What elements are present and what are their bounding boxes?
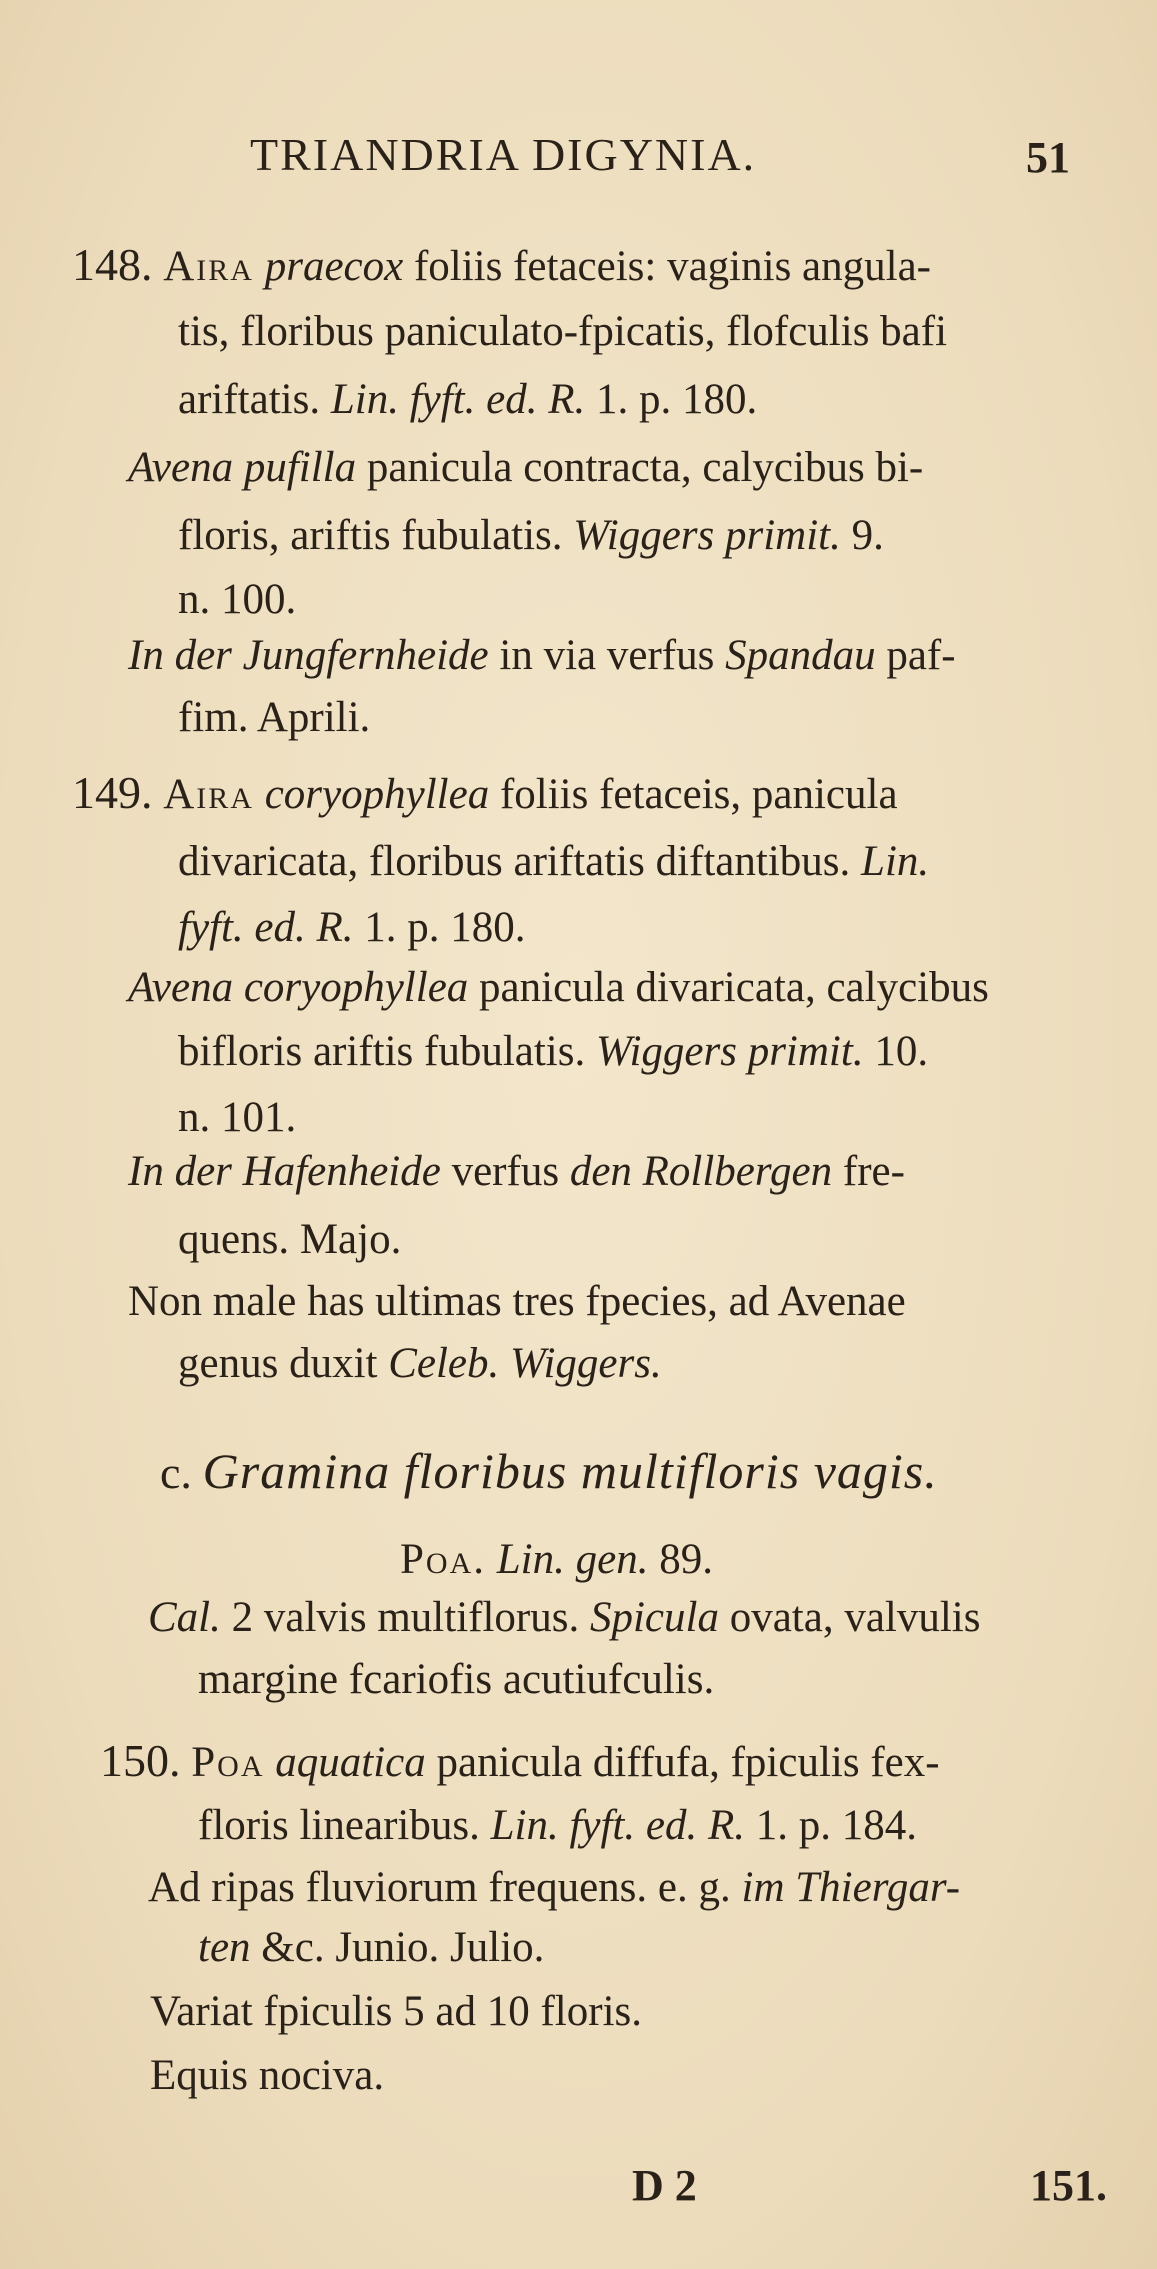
species-name: coryophyllea (264, 771, 490, 818)
entry-150-line-1 (100, 1735, 940, 1786)
reference: Lin. gen. (496, 1536, 649, 1583)
description-text: divaricata, floribus ariftatis diftantibus. (178, 838, 851, 885)
synonym-line-1 (128, 966, 989, 1009)
species-name: praecox (264, 243, 404, 290)
genus-name: Aira (163, 243, 254, 290)
description-text: ariftatis. (178, 376, 321, 423)
signature-mark: D 2 (632, 2161, 697, 2210)
genus-name: Aira (163, 771, 254, 818)
entry-149-line-1 (72, 767, 898, 818)
place-name: Hafenheide (242, 1148, 441, 1195)
section-title: Gramina floribus multifloris vagis. (202, 1443, 938, 1499)
running-header (0, 128, 1157, 188)
page-reference: 1. p. 184. (755, 1802, 917, 1849)
habitat-line-2: quens. Majo. (178, 1216, 402, 1263)
entry-149-line-3 (178, 906, 526, 949)
reference: Wiggers primit. (596, 1028, 864, 1075)
habitat-prefix: In der (128, 632, 232, 679)
reference: Lin. (861, 838, 930, 885)
habitat-line-1 (148, 1866, 960, 1909)
synonym-line-3: n. 100. (178, 576, 297, 623)
place-name: ten (198, 1924, 251, 1971)
habitat-text: &c. Junio. Julio. (261, 1924, 545, 1971)
synonym-text: panicula divaricata, calycibus (479, 964, 989, 1011)
reference-number: 10. (874, 1028, 929, 1075)
habitat-line-1 (128, 1150, 905, 1193)
synonym-line-2 (178, 514, 884, 557)
synonym-name: Avena pufilla (128, 444, 357, 491)
synonym-line-2 (178, 1030, 928, 1073)
entry-number: 150. (100, 1735, 181, 1786)
habitat-text: verfus (451, 1148, 560, 1195)
calyx-label: Cal. (148, 1594, 221, 1641)
description-text: foliis fetaceis: vaginis angula- (413, 243, 931, 290)
entry-149-line-2 (178, 840, 929, 883)
note-line-2 (178, 1342, 662, 1385)
page-reference: 1. p. 180. (595, 376, 758, 423)
synonym-line-3: n. 101. (178, 1094, 297, 1141)
synonym-text: panicula contracta, calycibus bi- (366, 444, 924, 491)
entry-number: 149. (72, 767, 153, 818)
place-name: im Thiergar- (741, 1864, 961, 1911)
page-reference: 1. p. 180. (364, 904, 526, 951)
header-title: TRIANDRIA DIGYNIA. (250, 129, 757, 180)
entry-148-line-3 (178, 378, 757, 421)
reference: Lin. fyft. ed. R. (330, 376, 586, 423)
habitat-text: fre- (842, 1148, 905, 1195)
reference: Wiggers primit. (573, 512, 841, 559)
species-name: aquatica (275, 1739, 426, 1786)
spicula-label: Spicula (589, 1594, 719, 1641)
description-text: panicula diffufa, fpiculis fex- (436, 1739, 940, 1786)
entry-148-line-2: tis, floribus paniculato-fpicatis, flofculis bafi (178, 308, 948, 355)
synonym-name: Avena coryophyllea (128, 964, 469, 1011)
habitat-text: Ad ripas fluviorum frequens. e. g. (148, 1864, 731, 1911)
genus-character-line-2: margine fcariofis acutiufculis. (198, 1656, 715, 1703)
genus-heading (400, 1538, 713, 1581)
reference: fyft. ed. R. (178, 904, 354, 951)
synonym-text: bifloris ariftis fubulatis. (178, 1028, 586, 1075)
variation-line: Variat fpiculis 5 ad 10 floris. (150, 1988, 643, 2035)
habitat-text: paf- (886, 632, 956, 679)
entry-148-line-1 (72, 239, 931, 290)
habitat-line-1 (128, 634, 956, 677)
page-number: 51 (1026, 133, 1070, 182)
synonym-text: floris, ariftis fubulatis. (178, 512, 563, 559)
entry-150-line-2 (198, 1804, 917, 1847)
catchword: 151. (1030, 2161, 1107, 2210)
place-name: den Rollbergen (569, 1148, 833, 1195)
synonym-line-1 (128, 446, 923, 489)
reference-number: 89. (659, 1536, 713, 1583)
description-text: floris linearibus. (198, 1802, 480, 1849)
place-name: Spandau (725, 632, 876, 679)
reference: Lin. fyft. ed. R. (490, 1802, 745, 1849)
spicula-text: ovata, valvulis (729, 1594, 981, 1641)
habitat-line-2: fim. Aprili. (178, 694, 371, 741)
genus-name: Poa. (400, 1536, 486, 1583)
section-label: c. (160, 1447, 192, 1498)
place-name: Jungfernheide (242, 632, 489, 679)
habitat-line-2 (198, 1926, 544, 1969)
reference: Celeb. Wiggers. (388, 1340, 662, 1387)
habitat-text: in via verfus (499, 632, 715, 679)
reference-number: 9. (851, 512, 884, 559)
note-line-1: Non male has ultimas tres fpecies, ad Avenae (128, 1278, 906, 1325)
note-line: Equis nociva. (150, 2052, 385, 2099)
calyx-text: 2 valvis multiflorus. (231, 1594, 580, 1641)
section-heading (160, 1443, 938, 1499)
note-text: genus duxit (178, 1340, 378, 1387)
genus-character-line-1 (148, 1596, 980, 1639)
entry-number: 148. (72, 239, 153, 290)
habitat-prefix: In der (128, 1148, 232, 1195)
genus-name: Poa (191, 1739, 265, 1786)
description-text: foliis fetaceis, panicula (499, 771, 898, 818)
